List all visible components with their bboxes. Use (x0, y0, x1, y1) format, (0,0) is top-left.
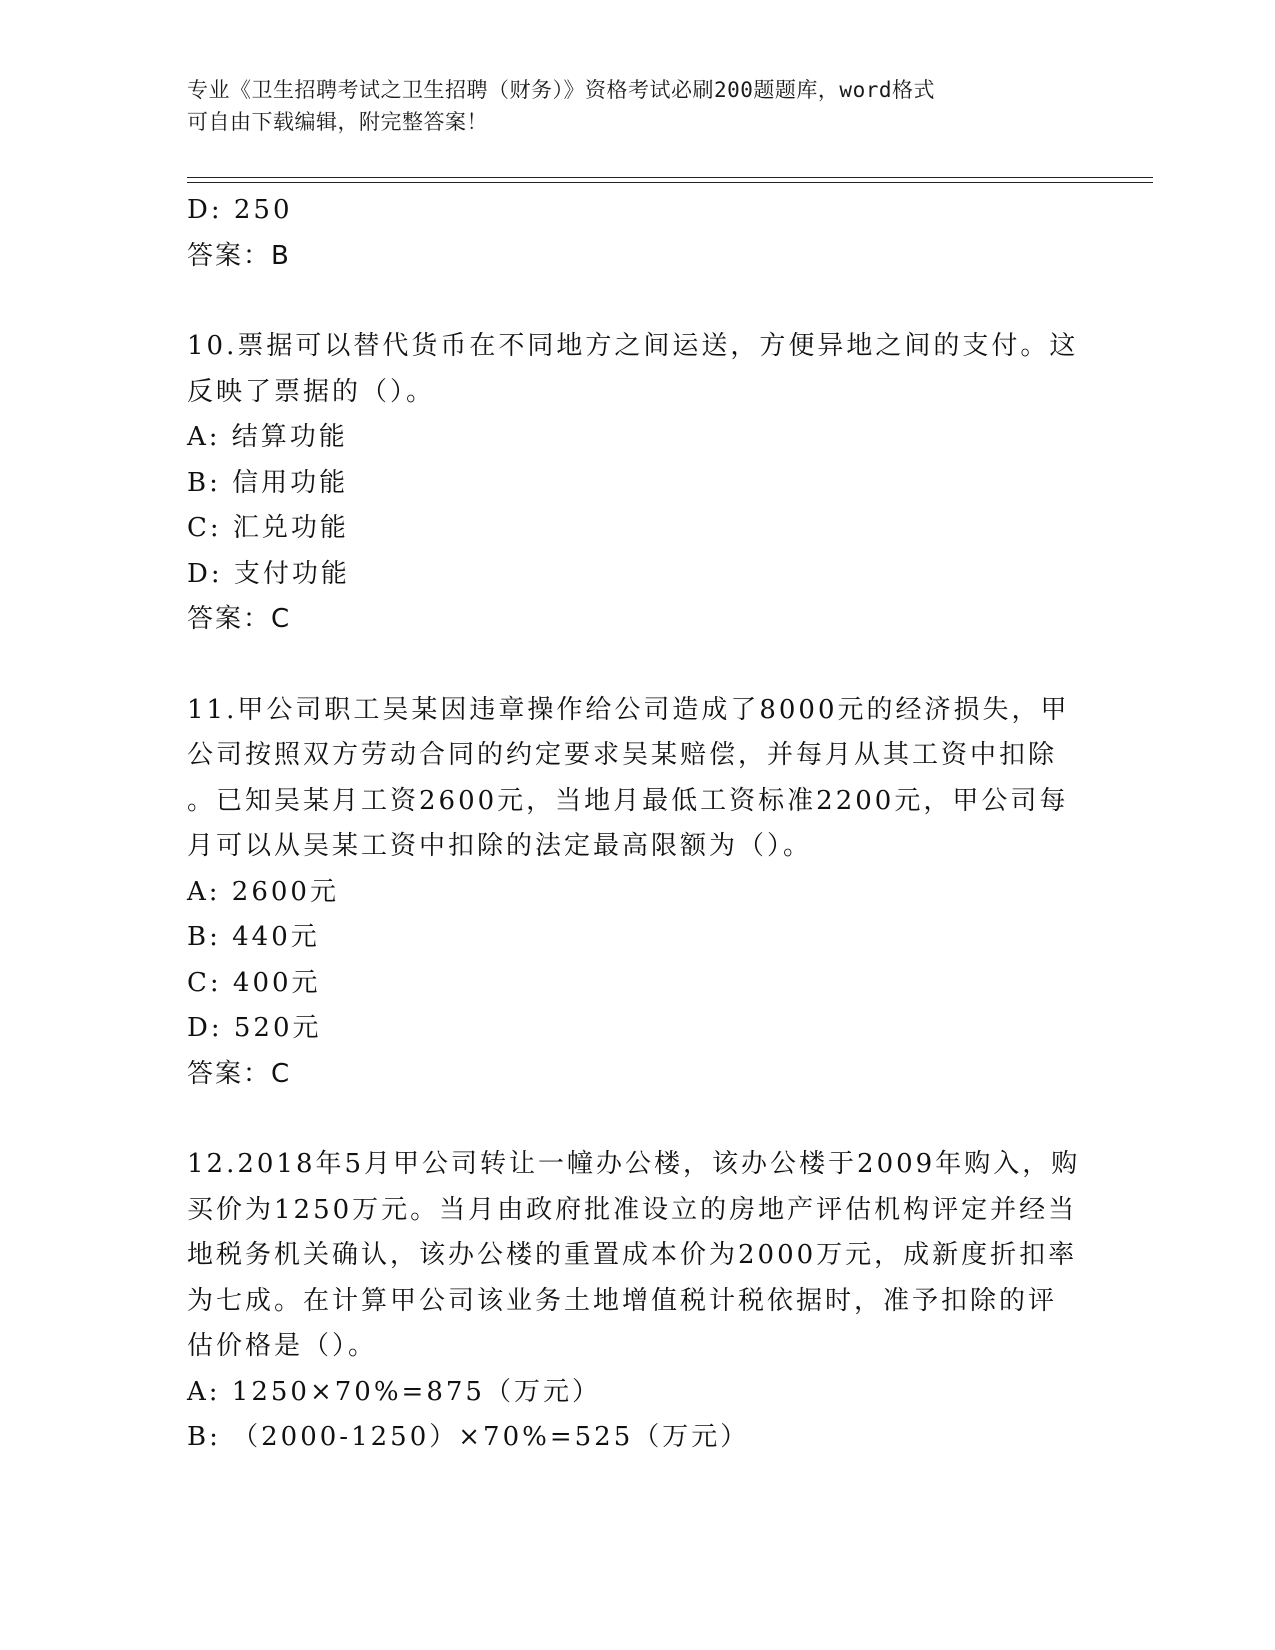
option-a: A: 2600元 (187, 876, 339, 907)
question-stem-line: 12.2018年5月甲公司转让一幢办公楼，该办公楼于2009年购入，购 (187, 1149, 1081, 1179)
question-12 (187, 1142, 1087, 1461)
option-c: C: 400元 (187, 967, 321, 998)
question-10 (187, 324, 1087, 643)
question-stem-line: 为七成。在计算甲公司该业务土地增值税计税依据时，准予扣除的评 (187, 1285, 1058, 1316)
option-b: B: 信用功能 (187, 467, 349, 498)
header-line-1: 专业《卫生招聘考试之卫生招聘（财务）》资格考试必刷200题题库，word格式 (187, 78, 935, 102)
question-stem-line: 估价格是（）。 (187, 1331, 378, 1361)
question-stem-line: 反映了票据的（）。 (187, 376, 436, 407)
document-header (187, 74, 1067, 138)
option-d: D: 250 (187, 195, 293, 225)
question-list (187, 188, 1087, 1461)
question-stem-line: 10.票据可以替代货币在不同地方之间运送，方便异地之间的支付。这 (187, 331, 1079, 361)
header-rule-bottom (187, 182, 1153, 183)
question-11 (187, 688, 1087, 1098)
question-stem-line: 买价为1250万元。当月由政府批准设立的房地产评估机构评定并经当 (187, 1194, 1078, 1225)
answer-line: 答案：B (187, 240, 291, 271)
question-stem-line: 公司按照双方劳动合同的约定要求吴某赔偿，并每月从其工资中扣除 (187, 740, 1058, 770)
question-stem-line: 。已知吴某月工资2600元，当地月最低工资标准2200元，甲公司每 (187, 785, 1069, 816)
question-stem-line: 月可以从吴某工资中扣除的法定最高限额为（）。 (187, 831, 813, 861)
question-stem-line: 地税务机关确认，该办公楼的重置成本价为2000万元，成新度折扣率 (187, 1240, 1078, 1270)
prev-question (187, 188, 1087, 279)
option-a: A: 结算功能 (187, 422, 348, 452)
header-rule-top (187, 177, 1153, 178)
answer-line: 答案：C (187, 604, 292, 634)
question-stem-line: 11.甲公司职工吴某因违章操作给公司造成了8000元的经济损失，甲 (187, 694, 1070, 725)
option-d: D: 支付功能 (187, 558, 350, 589)
header-line-2: 可自由下载编辑，附完整答案！ (187, 110, 488, 134)
option-c: C: 汇兑功能 (187, 513, 349, 543)
option-b: B: 440元 (187, 922, 320, 952)
option-b: B: （2000-1250）×70%=525（万元） (187, 1422, 750, 1452)
answer-line: 答案：C (187, 1058, 292, 1089)
option-d: D: 520元 (187, 1013, 322, 1043)
option-a: A: 1250×70%=875（万元） (187, 1376, 601, 1407)
